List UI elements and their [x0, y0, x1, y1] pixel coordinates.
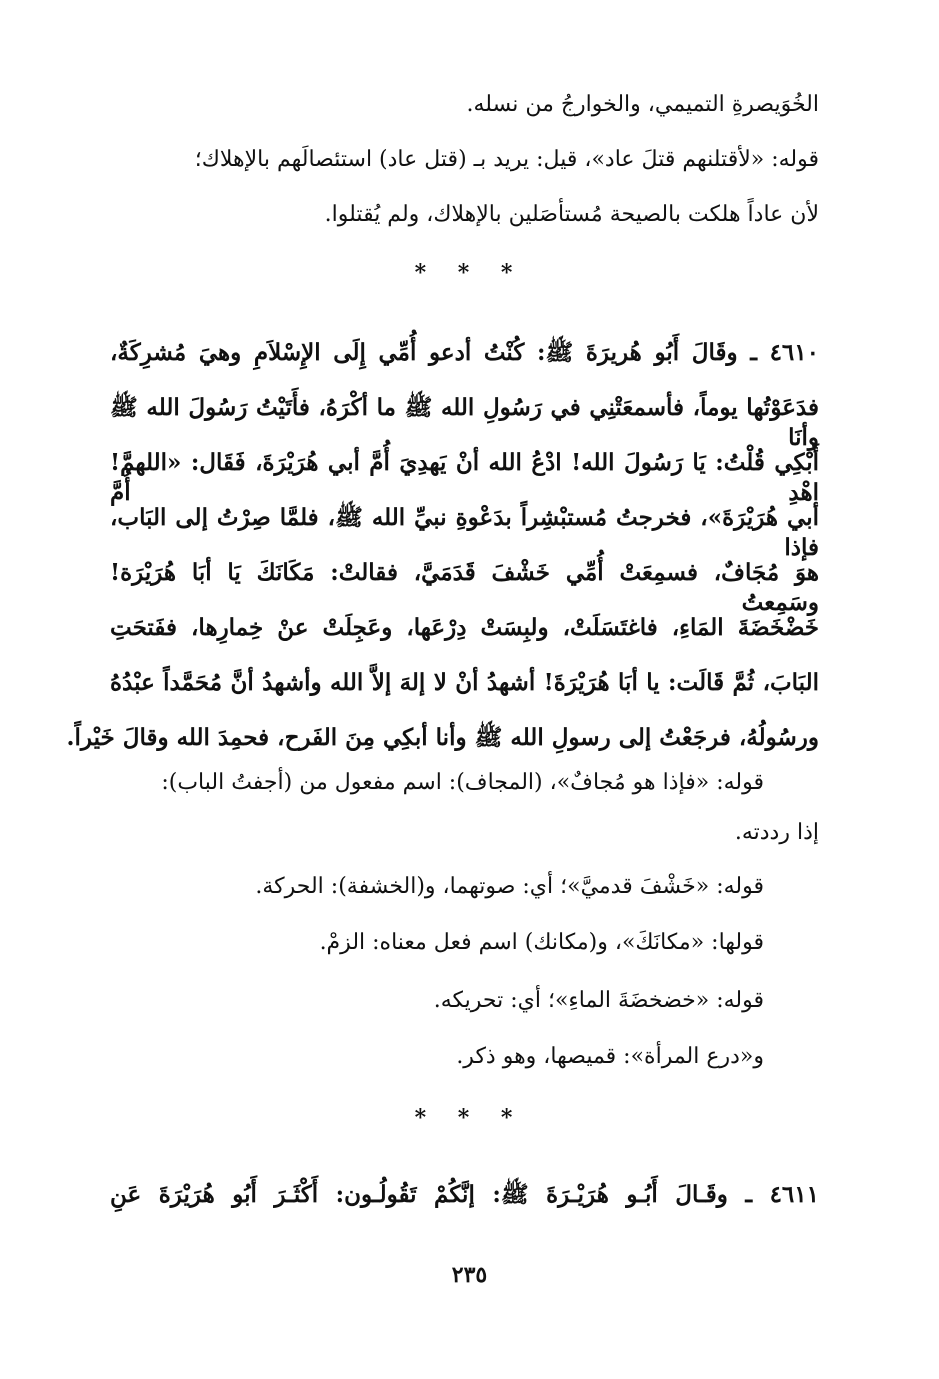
page-number: ٢٣٥ — [451, 1262, 488, 1288]
hadith-line: البَابَ، ثُمَّ قَالَت: يا أبَا هُرَيْرَةَ! أشهدُ أنْ لا إلهَ إلاَّ الله وأشهدُ أنَّ مُحَمَّداً عبْدُهُ — [110, 669, 819, 696]
section-separator: * * * — [414, 260, 525, 286]
hadith-line: فدَعَوْتُها يوماً، فأسمعَتْنِي في رَسُولِ الله ﷺ ما أكْرَهُ، فأَتَيْتُ رَسُولَ الله ﷺ وأنَا — [110, 394, 819, 451]
hadith-line: هوَ مُجَافٌ، فسمِعَتْ أُمِّي خَشْفَ قَدَمَيَّ، فقالتْ: مَكَانَكَ يَا أبَا هُرَيْرَة! وسَمِعتُ — [110, 559, 819, 616]
commentary-line: قوله: «لأقتلنهم قتلَ عاد»، قيل: يريد بـ (قتل عاد) استئصالَهم بالإهلاك؛ — [194, 147, 819, 172]
commentary-line: قولها: «مكانَكَ»، و(مكانك) اسم فعل معناه: الزمْ. — [319, 930, 764, 955]
commentary-line: قوله: «فإذا هو مُجافٌ»، (المجاف): اسم مفعول من (أجفتُ الباب): — [161, 770, 764, 795]
hadith-line: أَبْكِي قُلْتُ: يَا رَسُولَ الله! ادْعُ الله أنْ يَهدِيَ أُمَّ أبي هُرَيْرَةَ، فَقَال: «اللهمَّ! اهْدِ أُمَّ — [110, 449, 819, 506]
commentary-line: قوله: «خَشْفَ قدميَّ»؛ أي: صوتهما، و(الخشفة): الحركة. — [255, 874, 764, 899]
hadith-line: ورسُولُهُ، فرجَعْتُ إلى رسولِ الله ﷺ وأنا أبكِي مِنَ الفَرح، فحمِدَ الله وقالَ خَيْراً. — [66, 724, 819, 751]
commentary-line: لأن عاداً هلكت بالصيحة مُستأصَلين بالإهلاك، ولم يُقتلوا. — [324, 202, 819, 227]
hadith-line: ٤٦١١ ـ وقَـالَ أَبُـو هُرَيْـرَةَ ﷺ: إنَّكُمْ تَقُولُـون: أَكْثَـرَ أَبُو هُرَيْرَةَ عَنِ — [110, 1181, 819, 1208]
commentary-line: إذا رددته. — [734, 820, 819, 845]
hadith-line: ٤٦١٠ ـ وقَالَ أَبُو هُريرَةَ ﷺ: كُنْتُ أدعو أُمِّي إِلَى الإِسْلاَمِ وهيَ مُشرِكَةٌ، — [110, 339, 819, 366]
section-separator: * * * — [414, 1105, 525, 1131]
hadith-line: خَضْخَضَةَ المَاءِ، فاغتَسَلَتْ، ولبِسَتْ دِرْعَها، وعَجِلَتْ عنْ خِمارِها، ففَتحَتِ — [110, 614, 819, 641]
commentary-line: الخُوَيصرةِ التميمي، والخوارجُ من نسله. — [466, 92, 819, 117]
commentary-line: و«درع المرأة»: قميصها، وهو ذكر. — [456, 1044, 764, 1069]
hadith-line: أبي هُرَيْرَةَ»، فخرجتُ مُستبْشِراً بدَعْوةِ نبيِّ الله ﷺ، فلمَّا صِرْتُ إلى البَاب، فإذا — [110, 504, 819, 561]
commentary-line: قوله: «خضخضَةَ الماءِ»؛ أي: تحريكه. — [433, 988, 764, 1013]
